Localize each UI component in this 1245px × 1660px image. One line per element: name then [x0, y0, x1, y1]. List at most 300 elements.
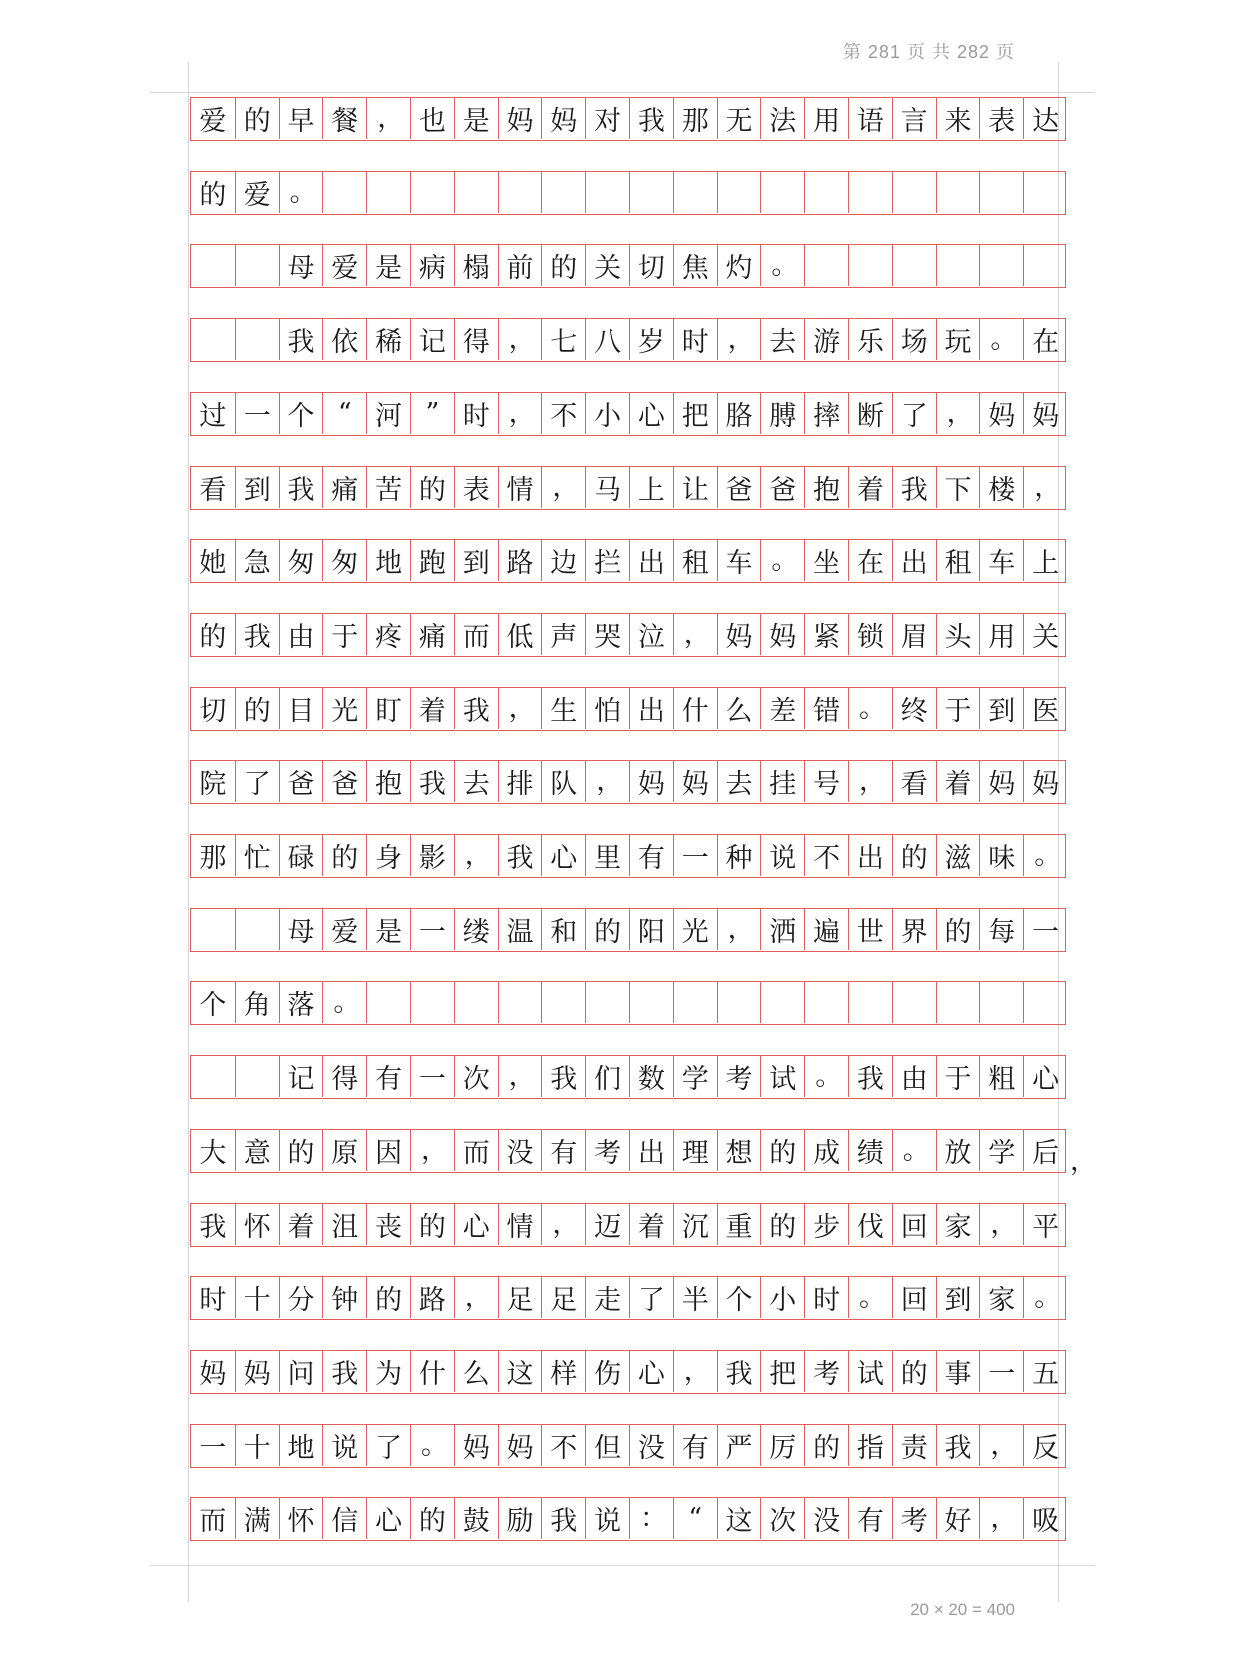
grid-cell: 信: [322, 1498, 366, 1539]
grid-cell: 五: [1023, 1351, 1067, 1392]
grid-cell: 沮: [322, 1204, 366, 1245]
grid-cell: 鼓: [454, 1498, 498, 1539]
grid-cell: 由: [892, 1056, 936, 1097]
grid-cell: 心: [1023, 1056, 1067, 1097]
grid-cell: 楼: [979, 467, 1023, 508]
grid-cell: 路: [498, 540, 542, 581]
grid-cell: “: [322, 393, 366, 434]
grid-cell: 次: [760, 1498, 804, 1539]
grid-cell: 记: [279, 1056, 323, 1097]
grid-cell: 。: [848, 1277, 892, 1318]
grid-cell: 妈: [1023, 393, 1067, 434]
grid-cell: [673, 172, 717, 213]
grid-cell: 重: [717, 1204, 761, 1245]
grid-cell: 。: [760, 540, 804, 581]
grid-cell: 的: [760, 1130, 804, 1171]
grid-row: [190, 1350, 1066, 1394]
grid-cell: 游: [804, 319, 848, 360]
page-guide-top: [150, 92, 1095, 93]
grid-cell: [848, 982, 892, 1023]
grid-cell: [1023, 982, 1067, 1023]
grid-cell: [804, 172, 848, 213]
grid-cell: 。: [1023, 835, 1067, 876]
grid-cell: 挂: [760, 761, 804, 802]
grid-cell: 前: [498, 245, 542, 286]
grid-cell: [936, 245, 980, 286]
grid-cell: ，: [1023, 467, 1067, 508]
grid-cell: 于: [322, 614, 366, 655]
grid-cell: 有: [848, 1498, 892, 1539]
grid-cell: 出: [892, 540, 936, 581]
grid-cell: [454, 172, 498, 213]
grid-cell: 么: [717, 688, 761, 729]
grid-cell: [717, 172, 761, 213]
grid-cell: 焦: [673, 245, 717, 286]
grid-cell: 的: [760, 1204, 804, 1245]
grid-cell: 路: [410, 1277, 454, 1318]
grid-cell: 什: [410, 1351, 454, 1392]
grid-cell: 着: [410, 688, 454, 729]
page-number-label: 第 281 页 共 282 页: [842, 42, 1015, 62]
grid-cell: 个: [279, 393, 323, 434]
grid-cell: 得: [454, 319, 498, 360]
grid-row: [190, 760, 1066, 804]
grid-cell: 的: [892, 1351, 936, 1392]
grid-cell: 。: [804, 1056, 848, 1097]
grid-cell: 租: [936, 540, 980, 581]
grid-cell: 到: [979, 688, 1023, 729]
grid-cell: 但: [585, 1425, 629, 1466]
grid-cell: 家: [936, 1204, 980, 1245]
grid-cell: 的: [804, 1425, 848, 1466]
grid-cell: 队: [541, 761, 585, 802]
grid-cell: [979, 172, 1023, 213]
grid-cell: 早: [279, 98, 323, 139]
grid-cell: 哭: [585, 614, 629, 655]
grid-cell: 出: [629, 540, 673, 581]
grid-cell: 生: [541, 688, 585, 729]
grid-cell: 们: [585, 1056, 629, 1097]
grid-cell: 爱: [199, 106, 227, 137]
grid-cell: 那: [199, 843, 227, 874]
grid-cell: 妈: [498, 1425, 542, 1466]
grid-cell: 声: [541, 614, 585, 655]
grid-cell: 时: [673, 319, 717, 360]
grid-cell: 胳: [717, 393, 761, 434]
grid-cell: 让: [673, 467, 717, 508]
grid-cell: 分: [279, 1277, 323, 1318]
grid-cell: ，: [717, 319, 761, 360]
grid-cell: 看: [892, 761, 936, 802]
grid-cell: 么: [454, 1351, 498, 1392]
grid-cell: ，: [454, 835, 498, 876]
grid-cell: [191, 1056, 235, 1097]
grid-cell: 母: [279, 245, 323, 286]
grid-cell: 用: [804, 98, 848, 139]
grid-cell: 那: [673, 98, 717, 139]
grid-cell: 不: [804, 835, 848, 876]
grid-cell: 的: [936, 909, 980, 950]
grid-cell: 吸: [1023, 1498, 1067, 1539]
grid-cell: 八: [585, 319, 629, 360]
grid-cell: 碌: [279, 835, 323, 876]
grid-cell: 怀: [279, 1498, 323, 1539]
grid-cell: 错: [804, 688, 848, 729]
grid-cell: ：: [629, 1498, 673, 1539]
grid-cell: 排: [498, 761, 542, 802]
grid-cell: 头: [936, 614, 980, 655]
grid-cell: 一: [673, 835, 717, 876]
grid-cell: 急: [235, 540, 279, 581]
grid-cell: 。: [279, 172, 323, 213]
grid-cell: 我: [279, 467, 323, 508]
grid-cell: 言: [892, 98, 936, 139]
grid-cell: 爸: [279, 761, 323, 802]
grid-cell: 一: [199, 1432, 227, 1464]
grid-cell: 着: [629, 1204, 673, 1245]
grid-cell: 依: [322, 319, 366, 360]
grid-cell: 而: [454, 614, 498, 655]
page-guide-bottom: [150, 1565, 1095, 1566]
grid-cell: 了: [629, 1277, 673, 1318]
grid-cell: 出: [629, 1130, 673, 1171]
grid-cell: 什: [673, 688, 717, 729]
grid-cell: 到: [936, 1277, 980, 1318]
grid-cell: 次: [454, 1056, 498, 1097]
grid-cell: 妈: [235, 1351, 279, 1392]
grid-cell: 足: [498, 1277, 542, 1318]
grid-cell: 着: [936, 761, 980, 802]
grid-cell: 去: [454, 761, 498, 802]
grid-cell: ，: [936, 393, 980, 434]
grid-cell: 励: [498, 1498, 542, 1539]
grid-cell: 的: [235, 688, 279, 729]
grid-cell: 满: [235, 1498, 279, 1539]
grid-cell: 是: [366, 909, 410, 950]
grid-cell: 十: [235, 1277, 279, 1318]
grid-cell: 放: [936, 1130, 980, 1171]
grid-cell: 不: [541, 1425, 585, 1466]
grid-cell: 问: [279, 1351, 323, 1392]
grid-cell: [366, 982, 410, 1023]
grid-cell: 对: [585, 98, 629, 139]
grid-cell: [892, 245, 936, 286]
grid-cell: 妈: [199, 1358, 227, 1390]
grid-cell: 爱: [322, 909, 366, 950]
grid-cell: [541, 172, 585, 213]
grid-cell: 我: [235, 614, 279, 655]
grid-cell: 粗: [979, 1056, 1023, 1097]
grid-cell: [235, 245, 279, 286]
grid-row: [190, 1276, 1066, 1320]
grid-cell: 跑: [410, 540, 454, 581]
grid-cell: 个: [717, 1277, 761, 1318]
grid-cell: 低: [498, 614, 542, 655]
grid-cell: ，: [979, 1498, 1023, 1539]
grid-cell: 。: [848, 688, 892, 729]
grid-cell: 着: [279, 1204, 323, 1245]
grid-cell: 想: [717, 1130, 761, 1171]
grid-cell: 的: [279, 1130, 323, 1171]
grid-cell: 我: [717, 1351, 761, 1392]
grid-cell: 成: [804, 1130, 848, 1171]
grid-cell: ，: [410, 1130, 454, 1171]
grid-cell: ，: [498, 688, 542, 729]
grid-cell: 河: [366, 393, 410, 434]
grid-cell: [366, 172, 410, 213]
grid-cell: ，: [717, 909, 761, 950]
grid-cell: 的: [410, 1498, 454, 1539]
grid-cell: 试: [848, 1351, 892, 1392]
grid-cell: 这: [717, 1498, 761, 1539]
grid-cell: 目: [279, 688, 323, 729]
grid-cell: 丧: [366, 1204, 410, 1245]
grid-cell: ，: [498, 1056, 542, 1097]
grid-cell: 妈: [1023, 761, 1067, 802]
grid-cell: 一: [1023, 909, 1067, 950]
grid-cell: 我: [279, 319, 323, 360]
grid-cell: 每: [979, 909, 1023, 950]
grid-cell: 没: [629, 1425, 673, 1466]
grid-cell: 。: [979, 319, 1023, 360]
grid-row: [190, 1129, 1066, 1173]
grid-cell: 稀: [366, 319, 410, 360]
grid-row: [190, 834, 1066, 878]
grid-cell: [804, 245, 848, 286]
grid-cell: 界: [892, 909, 936, 950]
grid-cell: 出: [848, 835, 892, 876]
grid-cell: 而: [454, 1130, 498, 1171]
grid-row: [190, 1055, 1066, 1099]
grid-cell: 光: [673, 909, 717, 950]
grid-cell: 锁: [848, 614, 892, 655]
grid-cell: 滋: [936, 835, 980, 876]
grid-cell: 试: [760, 1056, 804, 1097]
grid-cell: 匆: [279, 540, 323, 581]
grid-cell: 走: [585, 1277, 629, 1318]
grid-cell: 温: [498, 909, 542, 950]
grid-cell: 坐: [804, 540, 848, 581]
grid-cell: 关: [585, 245, 629, 286]
grid-cell: 医: [1023, 688, 1067, 729]
grid-cell: 无: [717, 98, 761, 139]
grid-cell: 妈: [979, 761, 1023, 802]
grid-cell: 个: [199, 990, 227, 1022]
grid-cell: 号: [804, 761, 848, 802]
grid-cell: 爸: [760, 467, 804, 508]
grid-cell: 的: [235, 98, 279, 139]
grid-cell: 阳: [629, 909, 673, 950]
grid-cell: 出: [629, 688, 673, 729]
grid-cell: 小: [585, 393, 629, 434]
grid-cell: 心: [629, 393, 673, 434]
grid-cell: 的: [366, 1277, 410, 1318]
grid-cell: 的: [541, 245, 585, 286]
grid-cell: 的: [892, 835, 936, 876]
grid-cell: [629, 982, 673, 1023]
grid-cell: 我: [936, 1425, 980, 1466]
grid-row: [190, 171, 1066, 215]
grid-cell: 。: [892, 1130, 936, 1171]
grid-row: [190, 1203, 1066, 1247]
grid-cell: 上: [629, 467, 673, 508]
grid-cell: 把: [673, 393, 717, 434]
grid-row: [190, 97, 1066, 141]
grid-row: [190, 613, 1066, 657]
grid-cell: 了: [235, 761, 279, 802]
grid-cell: 半: [673, 1277, 717, 1318]
grid-cell: 我: [410, 761, 454, 802]
grid-cell: 遍: [804, 909, 848, 950]
grid-cell: [541, 982, 585, 1023]
grid-row: [190, 318, 1066, 362]
grid-cell: 爱: [322, 245, 366, 286]
grid-cell: ，: [541, 467, 585, 508]
grid-cell: 榻: [454, 245, 498, 286]
grid-cell: [410, 172, 454, 213]
grid-cell: 车: [979, 540, 1023, 581]
grid-cell: 严: [717, 1425, 761, 1466]
grid-cell: 时: [804, 1277, 848, 1318]
grid-cell: 家: [979, 1277, 1023, 1318]
grid-cell: 到: [235, 467, 279, 508]
grid-cell: 用: [979, 614, 1023, 655]
grid-cell: 心: [366, 1498, 410, 1539]
grid-cell: 在: [1023, 319, 1067, 360]
grid-cell: 于: [936, 1056, 980, 1097]
grid-cell: 由: [279, 614, 323, 655]
grid-cell: ，: [498, 319, 542, 360]
grid-cell: 痛: [410, 614, 454, 655]
grid-cell: 因: [366, 1130, 410, 1171]
grid-cell: 上: [1023, 540, 1067, 581]
grid-cell: 的: [585, 909, 629, 950]
grid-cell: 样: [541, 1351, 585, 1392]
grid-cell: 我: [629, 98, 673, 139]
grid-cell: 好: [936, 1498, 980, 1539]
grid-cell: 院: [199, 769, 227, 801]
grid-cell: 考: [804, 1351, 848, 1392]
grid-cell: 语: [848, 98, 892, 139]
grid-cell: 看: [199, 474, 227, 506]
grid-cell: [804, 982, 848, 1023]
grid-cell: 角: [235, 982, 279, 1023]
grid-cell: 我: [892, 467, 936, 508]
grid-cell: [1023, 172, 1067, 213]
grid-cell: 说: [585, 1498, 629, 1539]
grid-cell: 后: [1023, 1130, 1067, 1171]
grid-cell: 一: [410, 1056, 454, 1097]
grid-cell: 的: [410, 1204, 454, 1245]
grid-row: [190, 1497, 1066, 1541]
grid-cell: 记: [410, 319, 454, 360]
grid-cell: [498, 982, 542, 1023]
grid-cell: 来: [936, 98, 980, 139]
grid-cell: 身: [366, 835, 410, 876]
grid-cell: 心: [454, 1204, 498, 1245]
grid-cell: 光: [322, 688, 366, 729]
grid-row: [190, 244, 1066, 288]
grid-cell: 厉: [760, 1425, 804, 1466]
grid-cell: 回: [892, 1204, 936, 1245]
grid-cell: 考: [717, 1056, 761, 1097]
grid-cell: 味: [979, 835, 1023, 876]
grid-cell: 差: [760, 688, 804, 729]
grid-cell: “: [673, 1498, 717, 1539]
grid-cell: 考: [892, 1498, 936, 1539]
grid-cell: 我: [498, 835, 542, 876]
grid-cell: [585, 982, 629, 1023]
grid-cell: 地: [366, 540, 410, 581]
grid-cell: 关: [1023, 614, 1067, 655]
grid-cell: 这: [498, 1351, 542, 1392]
grid-cell: 有: [673, 1425, 717, 1466]
grid-cell: [1023, 245, 1067, 286]
grid-cell: 痛: [322, 467, 366, 508]
grid-cell: 疼: [366, 614, 410, 655]
grid-row: [190, 908, 1066, 952]
grid-cell: 她: [199, 548, 227, 580]
overflow-punctuation: ，: [1070, 1145, 1097, 1177]
grid-cell: 步: [804, 1204, 848, 1245]
grid-cell: 我: [199, 1211, 227, 1243]
grid-cell: 没: [498, 1130, 542, 1171]
grid-cell: 着: [848, 467, 892, 508]
grid-cell: 说: [322, 1425, 366, 1466]
grid-cell: ，: [498, 393, 542, 434]
grid-cell: 情: [498, 1204, 542, 1245]
grid-cell: 学: [979, 1130, 1023, 1171]
grid-cell: 达: [1023, 98, 1067, 139]
grid-cell: 十: [235, 1425, 279, 1466]
grid-cell: 的: [199, 179, 227, 211]
grid-cell: 摔: [804, 393, 848, 434]
grid-cell: 匆: [322, 540, 366, 581]
grid-cell: 去: [717, 761, 761, 802]
grid-cell: 妈: [717, 614, 761, 655]
grid-cell: 心: [629, 1351, 673, 1392]
grid-cell: 妈: [454, 1425, 498, 1466]
grid-cell: [892, 172, 936, 213]
grid-cell: 租: [673, 540, 717, 581]
grid-cell: [410, 982, 454, 1023]
grid-cell: 妈: [760, 614, 804, 655]
grid-cell: ，: [366, 98, 410, 139]
grid-cell: 我: [322, 1351, 366, 1392]
grid-cell: 于: [936, 688, 980, 729]
grid-cell: 迈: [585, 1204, 629, 1245]
grid-cell: 妈: [629, 761, 673, 802]
grid-cell: 了: [892, 393, 936, 434]
grid-cell: 怕: [585, 688, 629, 729]
grid-cell: 怀: [235, 1204, 279, 1245]
grid-cell: [235, 319, 279, 360]
grid-cell: ，: [848, 761, 892, 802]
grid-cell: 车: [717, 540, 761, 581]
grid-cell: 伐: [848, 1204, 892, 1245]
grid-cell: 为: [366, 1351, 410, 1392]
grid-cell: 的: [199, 621, 227, 653]
grid-cell: ，: [454, 1277, 498, 1318]
grid-cell: 世: [848, 909, 892, 950]
grid-cell: 伤: [585, 1351, 629, 1392]
grid-cell: 玩: [936, 319, 980, 360]
grid-cell: 没: [804, 1498, 848, 1539]
grid-cell: 断: [848, 393, 892, 434]
grid-cell: 是: [454, 98, 498, 139]
grid-cell: 去: [760, 319, 804, 360]
grid-cell: 而: [199, 1506, 227, 1538]
